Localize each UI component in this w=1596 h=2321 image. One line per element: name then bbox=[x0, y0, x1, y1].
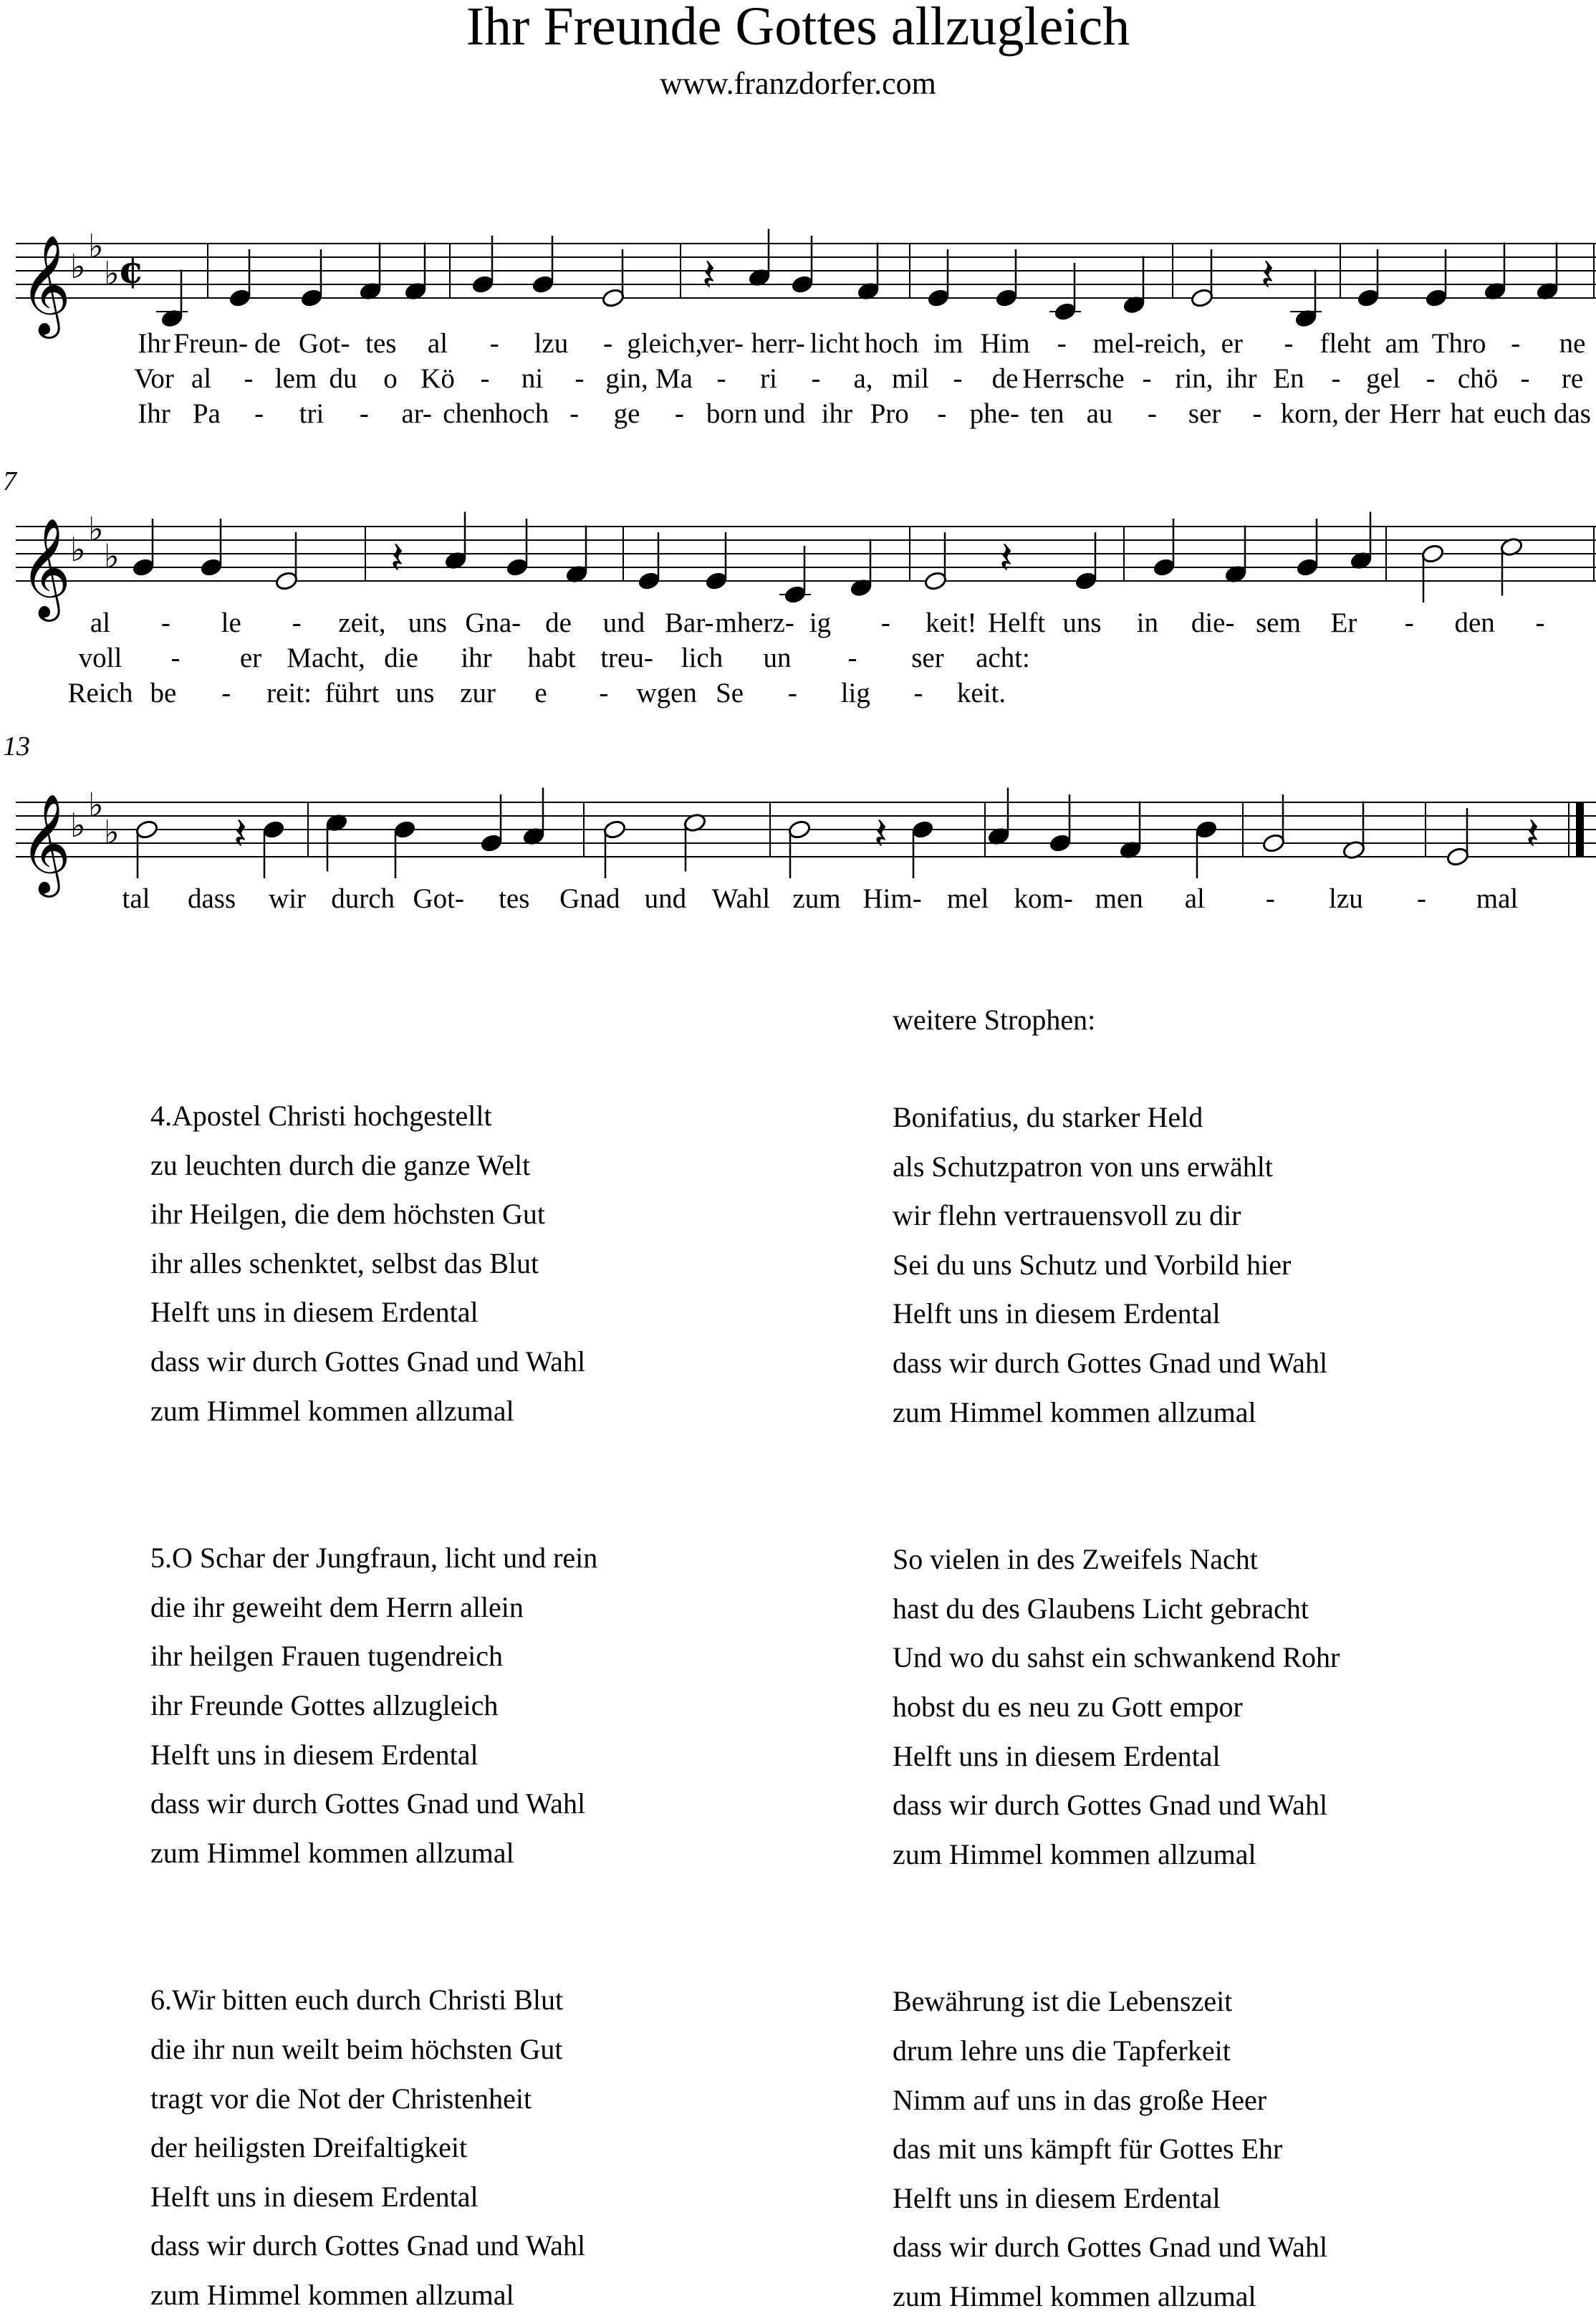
lyric-syllable: Herr- bbox=[1022, 363, 1082, 394]
lyric-syllable: - bbox=[1426, 363, 1436, 394]
quarter-note bbox=[131, 557, 155, 577]
lyric-syllable: chen bbox=[443, 398, 496, 429]
lyric-syllable: Him bbox=[980, 328, 1030, 359]
lyric-syllable: - bbox=[1331, 363, 1341, 394]
half-note bbox=[602, 819, 626, 840]
lyric-syllable: den bbox=[1454, 607, 1495, 638]
verse-line: So vielen in des Zweifels Nacht bbox=[893, 1543, 1258, 1576]
lyric-syllable: hat bbox=[1450, 398, 1485, 429]
lyric-syllable: - bbox=[1057, 328, 1067, 359]
lyric-syllable: lzu bbox=[1329, 883, 1363, 914]
lyric-syllable: Helft bbox=[988, 607, 1046, 638]
lyric-syllable: chö bbox=[1457, 363, 1499, 394]
lyric-syllable: die- bbox=[1191, 607, 1235, 638]
lyric-syllable: sche bbox=[1075, 363, 1125, 394]
lyric-syllable: und bbox=[602, 607, 645, 638]
lyric-syllable: Er bbox=[1330, 607, 1357, 638]
lyric-syllable: hoch bbox=[864, 328, 919, 359]
lyric-syllable: born bbox=[706, 398, 758, 429]
lyric-syllable: Bar- bbox=[665, 607, 714, 638]
verse-line: dass wir durch Gottes Gnad und Wahl bbox=[150, 1345, 586, 1378]
lyric-syllable: un bbox=[763, 643, 792, 673]
lyric-syllable: in bbox=[1136, 607, 1158, 638]
quarter-rest-icon: 𝄽 bbox=[1261, 249, 1274, 301]
lyric-syllable: - bbox=[160, 607, 170, 638]
quarter-note bbox=[926, 287, 950, 308]
lyric-syllable: ser bbox=[911, 643, 944, 673]
verse-line: drum lehre uns die Tapferkeit bbox=[893, 2034, 1231, 2067]
lyric-syllable: - bbox=[575, 363, 585, 394]
lyric-syllable: - bbox=[480, 363, 490, 394]
lyric-syllable: tal bbox=[122, 883, 150, 914]
half-note bbox=[1446, 846, 1469, 867]
verse-line: hast du des Glaubens Licht gebracht bbox=[893, 1592, 1309, 1625]
lyric-syllable: e bbox=[534, 678, 547, 708]
lyric-syllable: lzu bbox=[534, 328, 569, 359]
lyric-syllable: - bbox=[674, 398, 684, 429]
lyric-syllable: zeit, bbox=[338, 607, 386, 638]
lyric-syllable: - bbox=[1265, 883, 1275, 914]
lyric-syllable: gleich, bbox=[627, 328, 703, 359]
lyric-syllable: - bbox=[1142, 363, 1152, 394]
flat-icon: ♭ bbox=[104, 537, 120, 576]
lyric-syllable: treu- bbox=[600, 643, 653, 673]
verse-line: zum Himmel kommen allzumal bbox=[893, 2279, 1256, 2312]
lyric-syllable: - bbox=[599, 678, 609, 708]
lyric-syllable: Him- bbox=[862, 883, 922, 914]
final-bar-line bbox=[1576, 802, 1583, 857]
lyric-syllable: - bbox=[716, 363, 726, 394]
verse-line: dass wir durch Gottes Gnad und Wahl bbox=[150, 2229, 586, 2262]
lyric-syllable: - bbox=[847, 643, 857, 673]
lyric-syllable: gel bbox=[1366, 363, 1400, 394]
lyric-syllable: ten bbox=[1029, 398, 1064, 429]
measure-number-13: 13 bbox=[3, 731, 30, 761]
lyric-syllable: tes bbox=[499, 883, 530, 914]
verse-line: tragt vor die Not der Christenheit bbox=[150, 2082, 532, 2115]
lyric-syllable: Ihr bbox=[138, 328, 170, 359]
lyric-syllable: mel bbox=[946, 883, 989, 914]
lyric-syllable: kom- bbox=[1014, 883, 1073, 914]
half-note bbox=[135, 819, 158, 840]
lyric-syllable: al bbox=[90, 607, 111, 638]
quarter-note bbox=[1074, 570, 1097, 591]
lyric-syllable: ar- bbox=[401, 398, 432, 429]
quarter-note bbox=[228, 287, 251, 308]
flat-icon: ♭ bbox=[104, 812, 120, 852]
lyric-syllable: acht: bbox=[976, 643, 1030, 673]
verses-right-column bbox=[893, 1093, 1340, 2321]
lyric-syllable: Freun- bbox=[173, 328, 249, 359]
verse-line: ihr Freunde Gottes allzugleich bbox=[150, 1688, 499, 1721]
quarter-rest-icon: 𝄽 bbox=[234, 807, 247, 860]
quarter-note bbox=[471, 274, 494, 294]
verse-line: ihr alles schenktet, selbst das Blut bbox=[150, 1246, 539, 1279]
quarter-note bbox=[299, 287, 323, 308]
lyric-syllable: hoch bbox=[494, 398, 549, 429]
quarter-note bbox=[704, 570, 728, 591]
half-note bbox=[787, 819, 811, 840]
half-note bbox=[1420, 543, 1444, 564]
verse-line: zum Himmel kommen allzumal bbox=[150, 1836, 514, 1869]
lyric-syllable: - bbox=[569, 398, 580, 429]
verse-line: dass wir durch Gottes Gnad und Wahl bbox=[893, 1346, 1328, 1379]
half-note bbox=[601, 287, 625, 308]
lyric-syllable: ihr bbox=[821, 398, 852, 429]
lyric-syllable: Gna- bbox=[465, 607, 521, 638]
lyric-syllable: wgen bbox=[636, 678, 697, 708]
lyric-syllable: ri bbox=[760, 363, 777, 394]
lyric-syllable: Herr bbox=[1389, 398, 1441, 429]
verse-line: die ihr nun weilt beim höchsten Gut bbox=[150, 2032, 563, 2065]
quarter-rest-icon: 𝄽 bbox=[999, 532, 1013, 584]
quarter-note bbox=[505, 557, 529, 577]
verse-line: das mit uns kämpft für Gottes Ehr bbox=[893, 2133, 1283, 2166]
lyric-syllable: - bbox=[489, 328, 499, 359]
verse-line: zum Himmel kommen allzumal bbox=[150, 1394, 514, 1427]
lyric-syllable: Macht, bbox=[287, 643, 365, 673]
lyric-syllable: ig bbox=[809, 607, 832, 638]
lyric-syllable: - bbox=[1284, 328, 1294, 359]
page-title: Ihr Freunde Gottes allzugleich bbox=[466, 0, 1130, 57]
lyric-syllable: - bbox=[1535, 607, 1545, 638]
verse-line: zum Himmel kommen allzumal bbox=[150, 2278, 514, 2311]
lyric-syllable: sem bbox=[1256, 607, 1301, 638]
lyric-syllable: - bbox=[811, 363, 821, 394]
verse-line: hobst du es neu zu Gott empor bbox=[893, 1690, 1243, 1723]
quarter-note bbox=[199, 557, 223, 577]
lyric-syllable: o bbox=[383, 363, 398, 394]
lyric-syllable: keit! bbox=[925, 607, 977, 638]
lyric-syllable: Wahl bbox=[711, 883, 771, 914]
quarter-note bbox=[531, 274, 554, 294]
lyric-syllable: korn, bbox=[1280, 398, 1339, 429]
lyric-syllable: Gnad bbox=[559, 883, 620, 914]
lyric-syllable: ni bbox=[521, 363, 544, 394]
lyric-syllable: zum bbox=[792, 883, 841, 914]
lyric-syllable: Got- bbox=[298, 328, 350, 359]
lyric-syllable: im bbox=[933, 328, 963, 359]
lyric-syllable: re bbox=[1561, 363, 1584, 394]
lyric-syllable: führt bbox=[325, 678, 380, 708]
lyric-syllable: de bbox=[254, 328, 281, 359]
lyric-syllable: - bbox=[1252, 398, 1262, 429]
quarter-note bbox=[1194, 819, 1218, 840]
lyric-syllable: - bbox=[880, 607, 890, 638]
half-note bbox=[1190, 287, 1213, 308]
verse-line: als Schutzpatron von uns erwählt bbox=[893, 1150, 1273, 1183]
lyric-syllable: euch bbox=[1493, 398, 1547, 429]
website-url: www.franzdorfer.com bbox=[660, 66, 936, 101]
lyric-syllable: Vor bbox=[134, 363, 174, 394]
quarter-rest-icon: 𝄽 bbox=[390, 532, 404, 584]
more-verses-label: weitere Strophen: bbox=[893, 1004, 1096, 1036]
lyric-syllable: be bbox=[150, 678, 177, 708]
lyric-syllable: - bbox=[1147, 398, 1157, 429]
lyric-syllable: reich, bbox=[1143, 328, 1207, 359]
half-note bbox=[1261, 832, 1285, 853]
quarter-note bbox=[637, 570, 660, 591]
lyric-syllable: Reich bbox=[67, 678, 133, 708]
lyric-syllable: - bbox=[1416, 883, 1426, 914]
verse-line: 4.Apostel Christi hochgestellt bbox=[150, 1100, 492, 1132]
lyric-syllable: durch bbox=[331, 883, 395, 914]
verse-line: Helft uns in diesem Erdental bbox=[150, 1296, 479, 1329]
lyric-syllable: ne bbox=[1559, 328, 1586, 359]
lyric-syllable: Pa bbox=[192, 398, 221, 429]
lyric-syllable: ihr bbox=[461, 643, 492, 673]
lyric-syllable: habt bbox=[527, 643, 576, 673]
lyric-syllable: - bbox=[359, 398, 369, 429]
lyric-syllable: al bbox=[191, 363, 212, 394]
quarter-note bbox=[1053, 301, 1077, 322]
verse-line: 5.O Schar der Jungfraun, licht und rein bbox=[150, 1542, 598, 1575]
lyric-syllable: - bbox=[787, 678, 797, 708]
lyric-syllable: herr- bbox=[751, 328, 805, 359]
verses-left-column bbox=[150, 1092, 597, 2320]
verse-line: Und wo du sahst ein schwankend Rohr bbox=[893, 1641, 1340, 1674]
lyric-syllable: ser bbox=[1188, 398, 1221, 429]
quarter-note bbox=[1048, 832, 1072, 853]
lyric-syllable: voll bbox=[78, 643, 122, 673]
lyric-syllable: phe- bbox=[969, 398, 1019, 429]
half-note bbox=[923, 570, 947, 591]
lyric-syllable: - bbox=[244, 363, 254, 394]
verse-line: Nimm auf uns in das große Heer bbox=[893, 2083, 1267, 2116]
verse-line: zum Himmel kommen allzumal bbox=[893, 1837, 1256, 1870]
quarter-note bbox=[1424, 287, 1448, 308]
lyric-syllable: tes bbox=[365, 328, 397, 359]
lyric-syllable: und bbox=[763, 398, 806, 429]
lyric-syllable: mal bbox=[1476, 883, 1519, 914]
lyric-syllable: uns bbox=[395, 678, 435, 708]
lyric-syllable: Pro bbox=[870, 398, 909, 429]
lyric-syllable: - bbox=[1520, 363, 1530, 394]
verse-line: Helft uns in diesem Erdental bbox=[150, 1738, 479, 1771]
verse-line: Bonifatius, du starker Held bbox=[893, 1101, 1203, 1133]
lyric-syllable: zur bbox=[460, 678, 496, 708]
lyric-syllable: Ma bbox=[655, 363, 693, 394]
verse-line: ihr heilgen Frauen tugendreich bbox=[150, 1640, 504, 1673]
lyric-syllable: mel- bbox=[1092, 328, 1145, 359]
flat-icon: ♭ bbox=[70, 247, 86, 286]
lyric-syllable: al bbox=[1184, 883, 1205, 914]
quarter-note bbox=[994, 287, 1018, 308]
lyric-syllable: Got- bbox=[413, 883, 464, 914]
lyric-syllable: - bbox=[170, 643, 181, 673]
lyric-syllable: de bbox=[545, 607, 572, 638]
lyric-syllable: - bbox=[937, 398, 947, 429]
verse-line: die ihr geweiht dem Herrn allein bbox=[150, 1590, 524, 1623]
verse-line: 6.Wir bitten euch durch Christi Blut bbox=[150, 1984, 564, 2017]
lyric-syllable: - bbox=[953, 363, 963, 394]
lyric-syllable: die bbox=[384, 643, 418, 673]
lyric-syllable: und bbox=[644, 883, 687, 914]
lyric-syllable: das bbox=[1554, 398, 1591, 429]
lyric-syllable: En bbox=[1273, 363, 1304, 394]
verse-line: Sei du uns Schutz und Vorbild hier bbox=[893, 1248, 1292, 1281]
lyric-syllable: - bbox=[1404, 607, 1414, 638]
verse-line: Helft uns in diesem Erdental bbox=[150, 2180, 479, 2213]
lyric-syllable: dass bbox=[187, 883, 236, 914]
lyric-syllable: a, bbox=[853, 363, 873, 394]
quarter-note bbox=[910, 819, 934, 840]
quarter-note bbox=[790, 274, 814, 294]
lyric-syllable: - bbox=[254, 398, 264, 429]
lyric-syllable: uns bbox=[408, 607, 447, 638]
lyric-syllable: fleht bbox=[1319, 328, 1371, 359]
quarter-rest-icon: 𝄽 bbox=[874, 807, 888, 860]
lyric-syllable: men bbox=[1095, 883, 1143, 914]
verse-line: Helft uns in diesem Erdental bbox=[893, 1739, 1221, 1772]
lyric-syllable: Kö bbox=[420, 363, 455, 394]
lyric-syllable: al bbox=[427, 328, 448, 359]
lyric-syllable: ihr bbox=[1226, 363, 1257, 394]
verse-line: zu leuchten durch die ganze Welt bbox=[150, 1148, 531, 1181]
verse-line: ihr Heilgen, die dem höchsten Gut bbox=[150, 1198, 545, 1231]
verse-line: der heiligsten Dreifaltigkeit bbox=[150, 2131, 468, 2164]
lyric-syllable: er bbox=[1221, 328, 1243, 359]
lyric-syllable: ver- bbox=[698, 328, 744, 359]
lyric-syllable: - bbox=[603, 328, 613, 359]
lyric-syllable: le bbox=[221, 607, 241, 638]
lyric-syllable: licht bbox=[809, 328, 860, 359]
quarter-note bbox=[1295, 557, 1319, 577]
verse-line: dass wir durch Gottes Gnad und Wahl bbox=[150, 1787, 586, 1820]
quarter-note bbox=[479, 832, 503, 853]
flat-icon: ♭ bbox=[88, 509, 104, 549]
lyric-syllable: - bbox=[913, 678, 923, 708]
lyric-syllable: lig bbox=[840, 678, 870, 708]
verse-line: dass wir durch Gottes Gnad und Wahl bbox=[893, 1789, 1328, 1822]
lyric-syllable: Thro bbox=[1431, 328, 1486, 359]
verse-line: Helft uns in diesem Erdental bbox=[893, 1297, 1221, 1330]
quarter-note bbox=[1356, 287, 1380, 308]
lyric-syllable: der bbox=[1344, 398, 1380, 429]
lyric-syllable: de bbox=[991, 363, 1019, 394]
lyric-syllable: du bbox=[329, 363, 357, 394]
verse-line: Helft uns in diesem Erdental bbox=[893, 2181, 1221, 2214]
quarter-note bbox=[783, 584, 807, 605]
flat-icon: ♭ bbox=[70, 806, 86, 845]
treble-clef-icon: 𝄞 bbox=[20, 235, 71, 335]
treble-clef-icon: 𝄞 bbox=[20, 518, 71, 618]
flat-icon: ♭ bbox=[70, 530, 86, 569]
lyric-syllable: - bbox=[292, 607, 302, 638]
sheet-music bbox=[0, 0, 1596, 960]
lyric-syllable: tri bbox=[299, 398, 325, 429]
lyric-syllable: mherz- bbox=[715, 607, 794, 638]
quarter-rest-icon: 𝄽 bbox=[702, 249, 716, 301]
lyric-syllable: - bbox=[1511, 328, 1521, 359]
lyric-syllable: rin, bbox=[1175, 363, 1213, 394]
quarter-note bbox=[1152, 557, 1176, 577]
lyric-syllable: wir bbox=[269, 883, 307, 914]
quarter-rest-icon: 𝄽 bbox=[1526, 807, 1539, 860]
lyric-syllable: er bbox=[239, 643, 262, 673]
lyric-syllable: Ihr bbox=[138, 398, 170, 429]
flat-icon: ♭ bbox=[88, 785, 104, 825]
lyric-syllable: uns bbox=[1062, 607, 1102, 638]
cut-time-icon: ¢ bbox=[118, 249, 145, 292]
treble-clef-icon: 𝄞 bbox=[20, 794, 71, 893]
verse-line: Bewährung ist die Lebenszeit bbox=[893, 1985, 1233, 2018]
lyric-syllable: am bbox=[1385, 328, 1420, 359]
lyric-syllable: mil bbox=[891, 363, 930, 394]
quarter-note bbox=[393, 819, 416, 840]
lyric-syllable: reit: bbox=[266, 678, 312, 708]
quarter-note bbox=[261, 819, 285, 840]
lyric-syllable: lich bbox=[681, 643, 724, 673]
measure-number-7: 7 bbox=[3, 466, 16, 496]
lyric-syllable: Se bbox=[716, 678, 744, 708]
verse-line: wir flehn vertrauensvoll zu dir bbox=[893, 1199, 1241, 1232]
half-note bbox=[274, 570, 298, 591]
verse-line: dass wir durch Gottes Gnad und Wahl bbox=[893, 2231, 1328, 2264]
lyric-syllable: au bbox=[1086, 398, 1113, 429]
lyric-syllable: lem bbox=[274, 363, 317, 394]
flat-icon: ♭ bbox=[104, 254, 120, 293]
flat-icon: ♭ bbox=[88, 226, 104, 266]
lyric-syllable: keit. bbox=[956, 678, 1006, 708]
lyric-syllable: gin, bbox=[605, 363, 648, 394]
lyric-syllable: ge bbox=[613, 398, 640, 429]
lyric-syllable: - bbox=[221, 678, 231, 708]
verse-line: zum Himmel kommen allzumal bbox=[893, 1395, 1256, 1428]
